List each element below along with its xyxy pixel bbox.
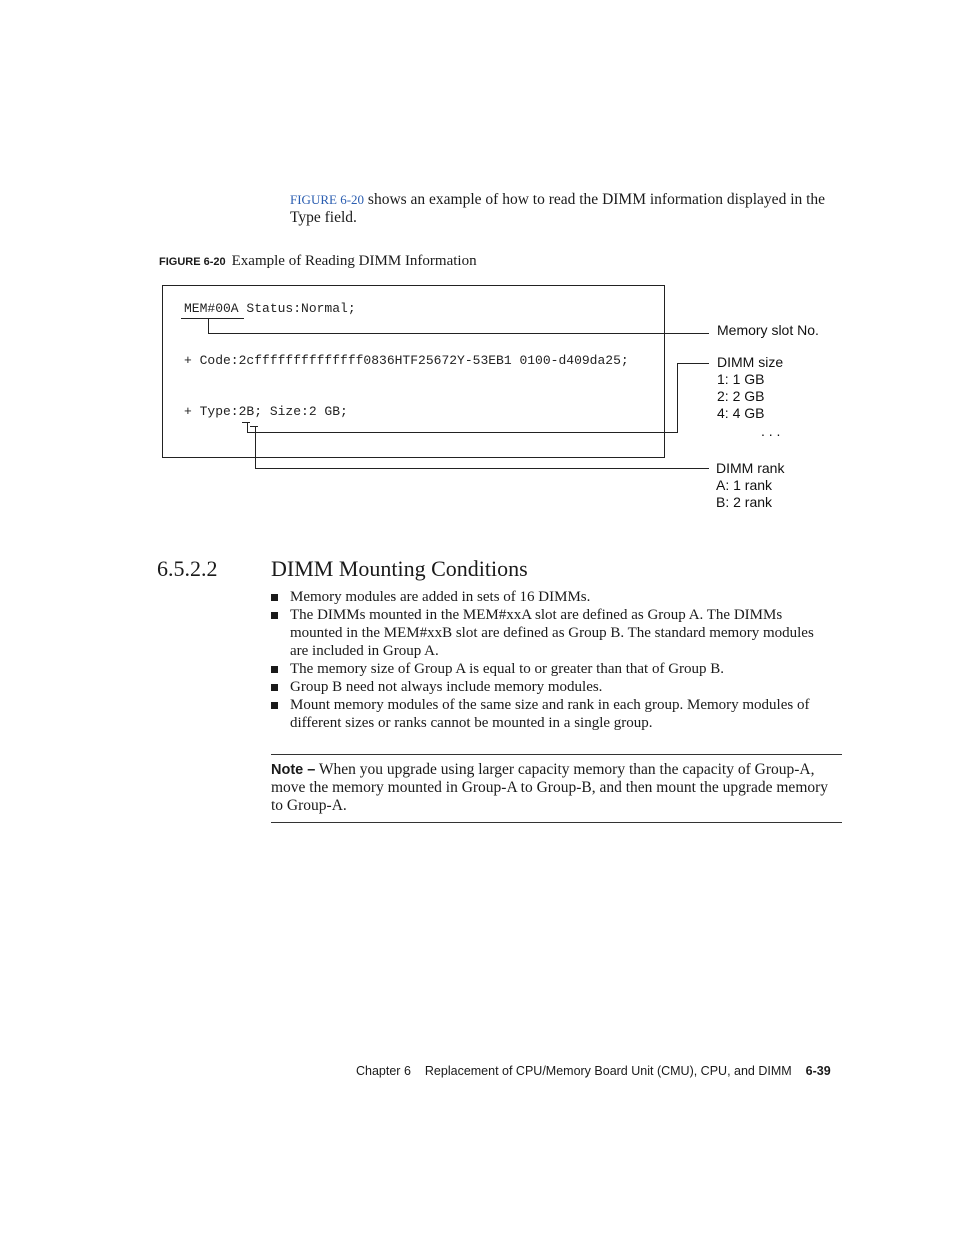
- bullet-marker: [271, 666, 278, 673]
- callout-size-item: 1: 1 GB: [717, 371, 765, 387]
- list-item: [271, 696, 831, 732]
- note-box: [271, 754, 842, 823]
- page-number: 6-39: [805, 1064, 831, 1078]
- bullet-marker: [271, 684, 278, 691]
- footer-chapter: Chapter 6: [356, 1064, 411, 1078]
- section-number: 6.5.2.2: [157, 556, 218, 581]
- page-footer: [356, 1064, 842, 1078]
- list-item-text: The memory size of Group A is equal to or greater than that of Group B.: [290, 661, 725, 677]
- intro-text: shows an example of how to read the DIMM information displayed in the Type field.: [290, 191, 826, 226]
- code-line-code: + Code:2cffffffffffffff0836HTF25672Y-53EB1 0100-d409da25;: [184, 353, 629, 368]
- callout-rank-title: DIMM rank: [716, 460, 785, 476]
- note-label: Note –: [271, 762, 316, 778]
- section-title: DIMM Mounting Conditions: [271, 556, 528, 581]
- list-item-text: Mount memory modules of the same size and rank in each group. Memory modules of different sizes or ranks cannot be mounted in a single group.: [290, 697, 810, 731]
- list-item-text: The DIMMs mounted in the MEM#xxA slot are defined as Group A. The DIMMs mounted in the MEM#xxB slot are defined as Group B. The standard memory modules are included in Group A.: [290, 607, 814, 659]
- dimm-figure: [0, 0, 954, 530]
- figure-title: Example of Reading DIMM Information: [231, 253, 477, 269]
- code-line-type: + Type:2B; Size:2 GB;: [184, 404, 348, 419]
- callout-slot: Memory slot No.: [717, 322, 819, 338]
- bullet-list: [271, 588, 831, 732]
- callout-size-more: . . .: [761, 423, 781, 439]
- list-item-text: Memory modules are added in sets of 16 DIMMs.: [290, 589, 591, 605]
- bullet-marker: [271, 612, 278, 619]
- size-leader-line: [248, 364, 710, 433]
- note-text: When you upgrade using larger capacity memory than the capacity of Group-A, move the memory mounted in Group-A to Group-B, and then mount the upgrade memory to Group-A.: [271, 761, 829, 814]
- callout-rank-item: B: 2 rank: [716, 494, 773, 510]
- list-item: [271, 606, 831, 660]
- code-line-mem: MEM#00A Status:Normal;: [184, 301, 356, 316]
- callout-size-item: 4: 4 GB: [717, 405, 765, 421]
- bullet-marker: [271, 702, 278, 709]
- figure-label: FIGURE 6-20: [159, 256, 226, 268]
- bullet-marker: [271, 594, 278, 601]
- callout-rank-item: A: 1 rank: [716, 477, 773, 493]
- footer-title: Replacement of CPU/Memory Board Unit (CMU), CPU, and DIMM: [424, 1064, 792, 1078]
- callout-size-item: 2: 2 GB: [717, 388, 765, 404]
- list-item: [271, 588, 831, 606]
- callout-size-title: DIMM size: [717, 354, 784, 370]
- figure-ref-link[interactable]: FIGURE 6-20: [290, 192, 365, 207]
- slot-leader-line: [209, 319, 710, 334]
- list-item: [271, 678, 831, 696]
- list-item-text: Group B need not always include memory modules.: [290, 679, 603, 695]
- list-item: [271, 660, 831, 678]
